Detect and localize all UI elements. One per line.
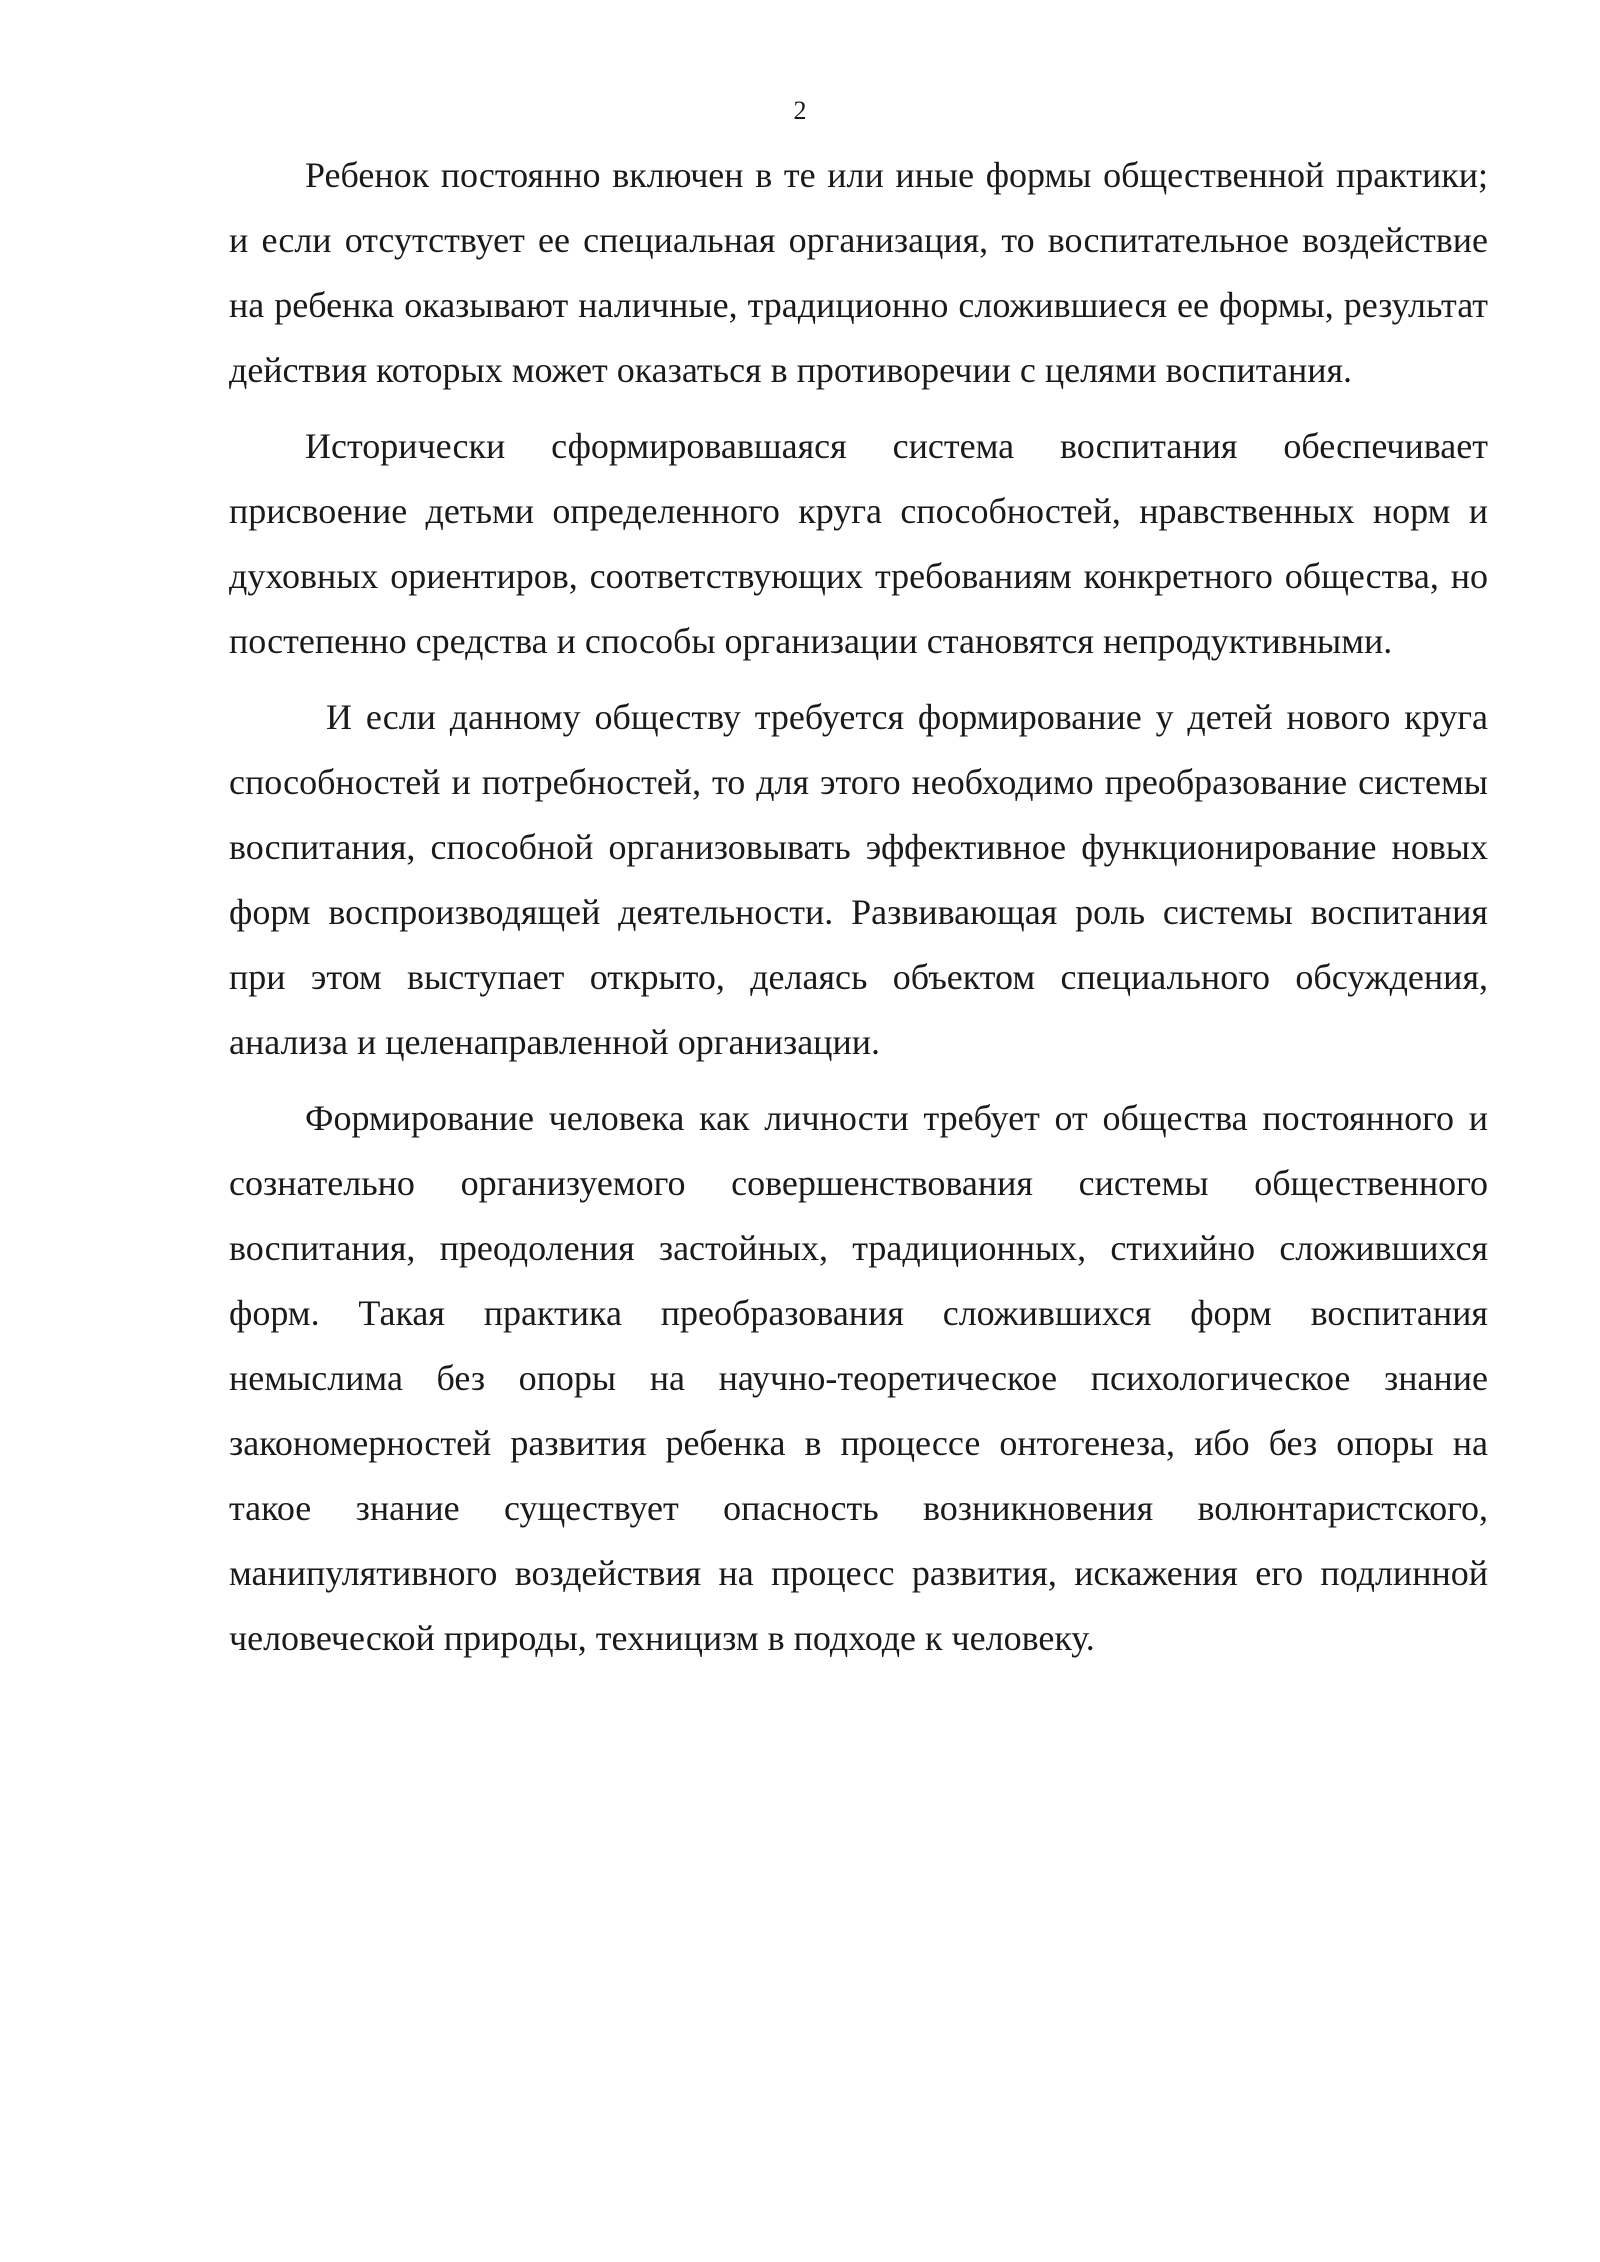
paragraph: Формирование человека как личности требует от общества постоянного и сознательно организуемого совершенствования системы общественного воспитания, преодоления застойных, традиционных, стихийно сложившихся форм. Такая практика преобразования сложившихся форм воспитания немыслима без опоры на научно-теоретическое психологическое знание закономерностей развития ребенка в процессе онтогенеза, ибо без опоры на такое знание существует опасность возникновения волюнтаристского, манипулятивного воздействия на процесс развития, искажения его подлинной человеческой природы, техницизм в подходе к человеку. (229, 1098, 1488, 1658)
document-body (229, 143, 1488, 1682)
paragraph: Исторически сформировавшаяся система воспитания обеспечивает присвоение детьми определенного круга способностей, нравственных норм и духовных ориентиров, соответствующих требованиям конкретного общества, но постепенно средства и способы организации становятся непродуктивными. (229, 426, 1488, 661)
paragraph: Ребенок постоянно включен в те или иные формы общественной практики; и если отсутствует ее специальная организация, то воспитательное воздействие на ребенка оказывают наличные, традиционно сложившиеся ее формы, результат действия которых может оказаться в противоречии с целями воспитания. (229, 155, 1488, 390)
page-number: 2 (793, 96, 807, 125)
paragraph: И если данному обществу требуется формирование у детей нового круга способностей и потребностей, то для этого необходимо преобразование системы воспитания, способной организовывать эффективное функционирование новых форм воспроизводящей деятельности. Развивающая роль системы воспитания при этом выступает открыто, делаясь объектом специального обсуждения, анализа и целенаправленной организации. (229, 697, 1488, 1062)
